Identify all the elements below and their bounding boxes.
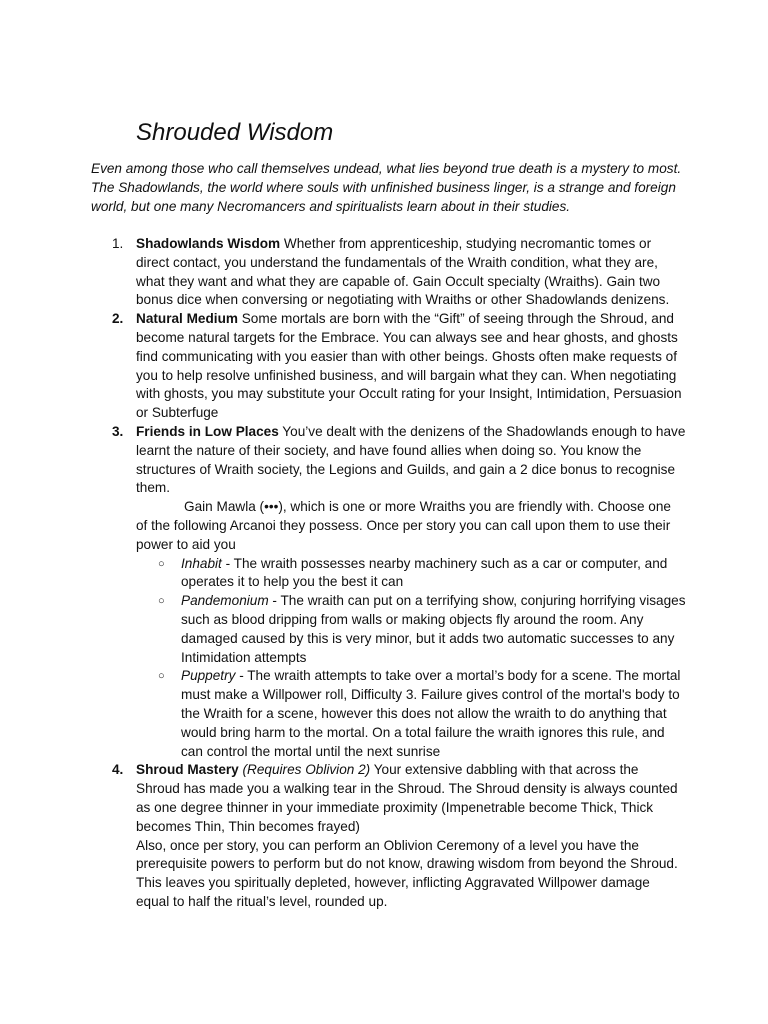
item-text: Some mortals are born with the “Gift” of seeing through the Shroud, and become natural targets for the Embrace. You can always see and hear ghosts, and ghosts find communicating with you easier than with other beings. Ghosts often make requests of you to help resolve unfinished business, and will bargain what they can. When negotiating with ghosts, you may substitute your Occult rating for your Insight, Intimidation, Persuasion or Subterfuge: [136, 311, 682, 421]
subitem-text: - The wraith can put on a terrifying show, conjuring horrifying visages such as blood dripping from walls or making objects fly around the room. Any damaged caused by this is very minor, but it adds two automatic successes to any Intimidation attempts: [181, 593, 686, 665]
subitem-text: - The wraith possesses nearby machinery such as a car or computer, and operates it to help you the best it can: [181, 555, 668, 590]
item-title: Shroud Mastery: [136, 762, 239, 778]
item-extra-paragraph: Gain Mawla (•••), which is one or more Wraiths you are friendly with. Choose one of the following Arcanoi they possess. Once per story you can call upon them to use their power to aid you: [136, 499, 671, 552]
item-extra-paragraph: Also, once per story, you can perform an Oblivion Ceremony of a level you have the prerequisite powers to perform but do not know, drawing wisdom from beyond the Shroud. This leaves you spiritually depleted, however, inflicting Aggravated Willpower damage equal to half the ritual’s level, rounded up.: [136, 837, 678, 909]
item-text: Whether from apprenticeship, studying necromantic tomes or direct contact, you understand the fundamentals of the Wraith condition, what they are, what they want and what they are capable of. Gain Occult specialty (Wraiths). Gain two bonus dice when conversing or negotiating with Wraiths or other Shadowlands denizens.: [136, 236, 670, 308]
subitem-inhabit: [158, 555, 686, 593]
item-number: 3.: [112, 423, 124, 439]
hollow-bullet-icon: ○: [158, 670, 165, 683]
item-text: Your extensive dabbling with that across the Shroud has made you a walking tear in the Shroud. The Shroud density is always counted as one degree thinner in your immediate proximity (Impenetrable become Thick, Thick becomes Thin, Thin becomes frayed): [136, 762, 678, 834]
item-title: Friends in Low Places: [136, 423, 279, 439]
list-item-shroud-mastery: [112, 761, 686, 911]
item-requirement: (Requires Oblivion 2): [238, 762, 371, 778]
list-item-natural-medium: [112, 310, 686, 423]
page-title: Shrouded Wisdom: [136, 119, 334, 146]
subitem-text: - The wraith attempts to take over a mortal’s body for a scene. The mortal must make a Willpower roll, Difficulty 3. Failure gives control of the mortal's body to the Wraith for a scene, however this does not allow the wraith to do anything that would bring harm to the mortal. On a total failure the wraith ignores this rule, and can control the mortal until the next sunrise: [181, 668, 681, 759]
intro-paragraph: Even among those who call themselves undead, what lies beyond true death is a mystery to most. The Shadowlands, the world where souls with unfinished business linger, is a strange and foreign world, but one many Necromancers and spiritualists learn about in their studies.: [91, 161, 682, 214]
hollow-bullet-icon: ○: [158, 557, 165, 570]
subitem-name: Inhabit: [181, 555, 222, 571]
item-number: 4.: [112, 762, 124, 778]
list-item-shadowlands-wisdom: [112, 235, 686, 310]
item-number: 1.: [112, 236, 124, 251]
merits-list: [112, 235, 686, 912]
subitem-puppetry: [158, 667, 686, 761]
subitem-name: Pandemonium: [181, 593, 269, 609]
list-item-friends-in-low-places: [112, 423, 686, 761]
arcanoi-sublist: [136, 555, 686, 762]
item-number: 2.: [112, 311, 124, 327]
item-text: You’ve dealt with the denizens of the Shadowlands enough to have learnt the nature of their society, and have found allies when doing so. You know the structures of Wraith society, the Legions and Guilds, and gain a 2 dice bonus to recognise them.: [136, 423, 686, 496]
subitem-pandemonium: [158, 592, 686, 667]
hollow-bullet-icon: ○: [158, 595, 165, 608]
subitem-name: Puppetry: [181, 668, 236, 684]
item-title: Natural Medium: [136, 311, 238, 327]
item-title: Shadowlands Wisdom: [136, 236, 281, 251]
